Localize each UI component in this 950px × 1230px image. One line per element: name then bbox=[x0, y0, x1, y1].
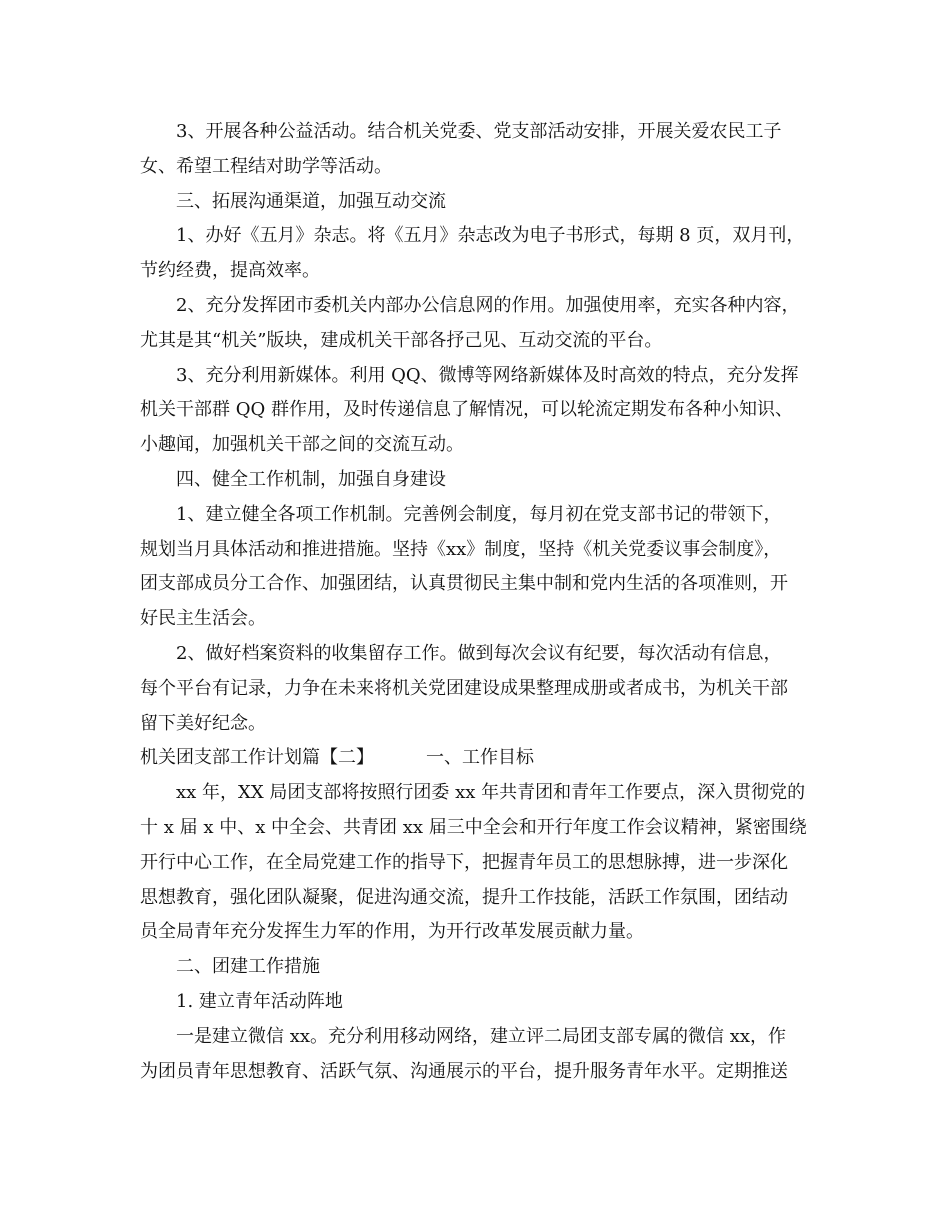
text-line-content: xx 年，XX 局团支部将按照行团委 xx 年共青团和青年工作要点，深入贯彻党的 bbox=[176, 782, 806, 804]
text-line bbox=[140, 950, 820, 985]
text-line-content: 十 x 届 x 中、x 中全会、共青团 xx 届三中全会和开行年度工作会议精神，紧密围绕 bbox=[140, 816, 807, 838]
text-line-content: 开行中心工作，在全局党建工作的指导下，把握青年员工的思想脉搏，进一步深化 bbox=[140, 851, 788, 873]
text-line-content: 2、做好档案资料的收集留存工作。做到每次会议有纪要，每次活动有信息， bbox=[176, 642, 782, 664]
text-line-content: 小趣闻，加强机关干部之间的交流互动。 bbox=[140, 434, 464, 456]
text-line bbox=[140, 324, 820, 359]
text-line bbox=[140, 672, 820, 707]
text-line bbox=[140, 1055, 820, 1090]
text-line bbox=[140, 741, 820, 776]
text-line-content: 机关干部群 QQ 群作用，及时传递信息了解情况，可以轮流定期发布各种小知识、 bbox=[140, 399, 793, 421]
text-line-content: 二、团建工作措施 bbox=[176, 956, 320, 978]
text-line-content: 思想教育，强化团队凝聚，促进沟通交流，提升工作技能，活跃工作氛围，团结动 bbox=[140, 886, 788, 908]
text-line bbox=[140, 115, 820, 150]
text-line-content: 女、希望工程结对助学等活动。 bbox=[140, 155, 392, 177]
text-line-content: 3、充分利用新媒体。利用 QQ、微博等网络新媒体及时高效的特点，充分发挥 bbox=[176, 364, 799, 386]
text-line-content: 尤其是其“机关”版块，建成机关干部各抒己见、互动交流的平台。 bbox=[140, 329, 663, 351]
text-line bbox=[140, 846, 820, 881]
text-line bbox=[140, 150, 820, 185]
text-line bbox=[140, 428, 820, 463]
text-line-content: 3、开展各种公益活动。结合机关党委、党支部活动安排，开展关爱农民工子 bbox=[176, 121, 782, 142]
text-line-content: 四、健全工作机制，加强自身建设 bbox=[176, 468, 446, 490]
text-line bbox=[140, 567, 820, 602]
text-line bbox=[140, 881, 820, 916]
text-line-content: 留下美好纪念。 bbox=[140, 712, 266, 734]
text-line bbox=[140, 1020, 820, 1055]
text-line bbox=[140, 463, 820, 498]
text-line bbox=[140, 637, 820, 672]
text-line bbox=[140, 254, 820, 289]
text-line bbox=[140, 776, 820, 811]
text-line-content: 1. 建立青年活动阵地 bbox=[176, 990, 343, 1012]
text-line bbox=[140, 219, 820, 254]
text-line-content: 员全局青年充分发挥生力军的作用，为开行改革发展贡献力量。 bbox=[140, 921, 644, 943]
text-line bbox=[140, 289, 820, 324]
text-line bbox=[140, 915, 820, 950]
text-line-content: 1、办好《五月》杂志。将《五月》杂志改为电子书形式，每期 8 页，双月刊， bbox=[176, 225, 805, 247]
text-line-content: 节约经费，提高效率。 bbox=[140, 260, 320, 282]
text-line-content: 一是建立微信 xx。充分利用移动网络，建立评二局团支部专属的微信 xx，作 bbox=[176, 1025, 787, 1047]
text-line bbox=[140, 811, 820, 846]
text-line bbox=[140, 359, 820, 394]
text-line-content: 2、充分发挥团市委机关内部办公信息网的作用。加强使用率，充实各种内容， bbox=[176, 294, 800, 316]
text-line-content: 为团员青年思想教育、活跃气氛、沟通展示的平台，提升服务青年水平。定期推送 bbox=[140, 1060, 788, 1082]
text-line bbox=[140, 185, 820, 220]
text-line bbox=[140, 393, 820, 428]
text-line-content: 规划当月具体活动和推进措施。坚持《xx》制度，坚持《机关党委议事会制度》， bbox=[140, 538, 782, 560]
text-line bbox=[140, 707, 820, 742]
text-line-content: 三、拓展沟通渠道，加强互动交流 bbox=[176, 190, 446, 212]
text-line bbox=[140, 985, 820, 1020]
text-line-heading: 一、工作目标 bbox=[426, 747, 534, 769]
text-line bbox=[140, 602, 820, 637]
text-line-content: 每个平台有记录，力争在未来将机关党团建设成果整理成册或者成书，为机关干部 bbox=[140, 677, 788, 699]
text-line-content: 好民主生活会。 bbox=[140, 608, 266, 630]
text-line-content: 机关团支部工作计划篇【二】 bbox=[140, 747, 374, 769]
text-line-content: 1、建立健全各项工作机制。完善例会制度，每月初在党支部书记的带领下， bbox=[176, 503, 782, 525]
text-line bbox=[140, 533, 820, 568]
document-body bbox=[140, 115, 820, 1089]
text-line-content: 团支部成员分工合作、加强团结，认真贯彻民主集中制和党内生活的各项准则，开 bbox=[140, 573, 788, 595]
text-line bbox=[140, 498, 820, 533]
